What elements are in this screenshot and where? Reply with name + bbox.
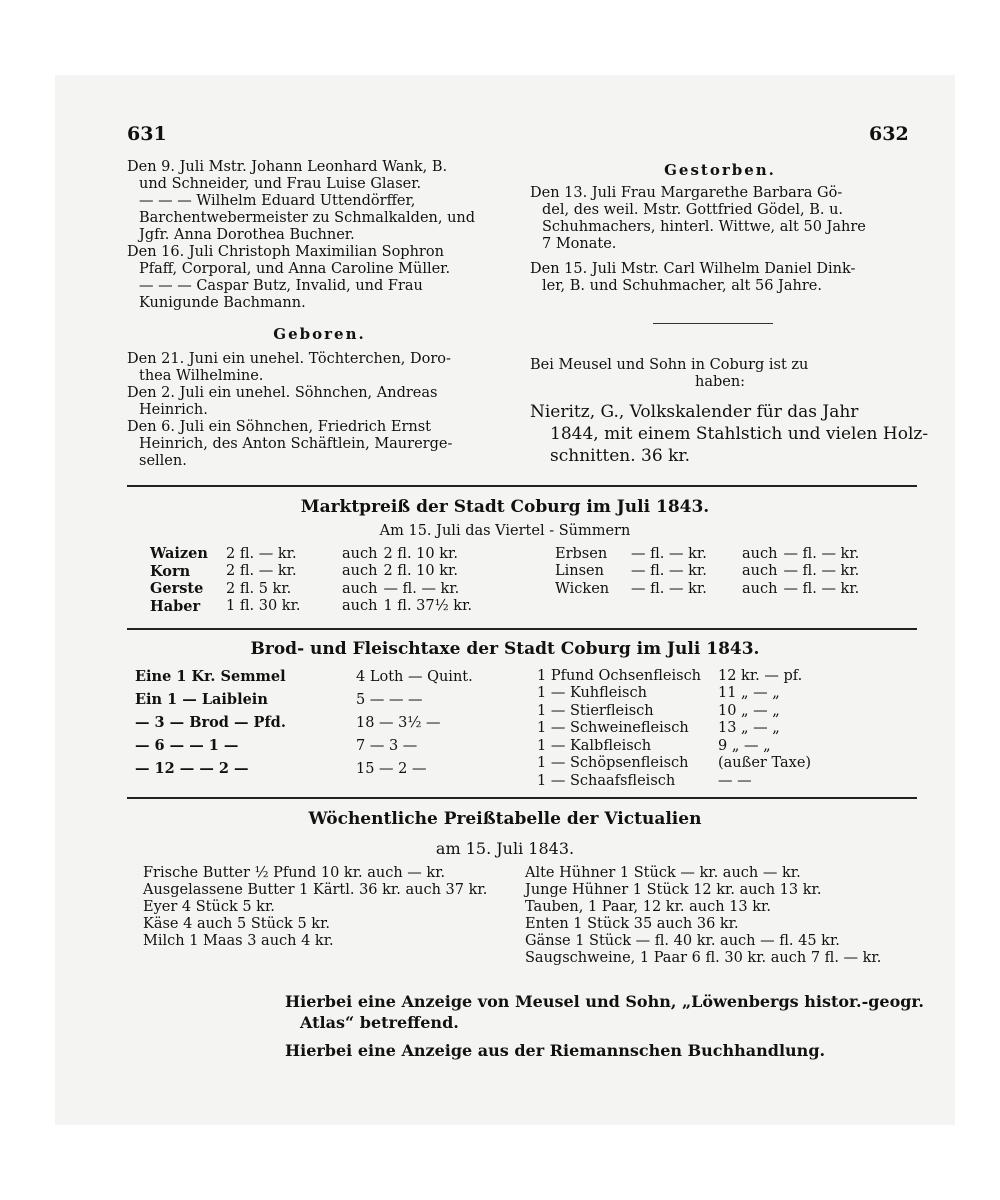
advert-book-line: Nieritz, G., Volkskalender für das Jahr [530, 402, 859, 422]
bread-item: — 6 — — 1 — [135, 737, 239, 754]
marriage-line: Den 9. Juli Mstr. Johann Leonhard Wank, B. [127, 159, 448, 175]
list-item: Frische Butter ½ Pfund 10 kr. auch — kr. [143, 865, 446, 881]
marriage-line: Pfaff, Corporal, und Anna Caroline Müller. [139, 261, 451, 277]
marriage-line: Kunigunde Bachmann. [139, 295, 306, 311]
marriage-line: Barchentwebermeister zu Schmalkalden, und [139, 210, 476, 226]
bread-item: — 3 — Brod — Pfd. [135, 714, 286, 731]
bread-weight: 4 Loth — Quint. [356, 668, 473, 685]
list-item: Ausgelassene Butter 1 Kärtl. 36 kr. auch 37 kr. [143, 882, 488, 898]
marriage-line: Den 16. Juli Christoph Maximilian Sophron [127, 244, 444, 260]
table-row [135, 734, 479, 757]
table-row [150, 580, 478, 598]
legume-name: Erbsen [555, 545, 608, 562]
birth-line: thea Wilhelmine. [139, 368, 264, 384]
marriage-line: — — — Caspar Butz, Invalid, und Frau [139, 278, 423, 294]
death-line: Schuhmachers, hinterl. Wittwe, alt 50 Jahre [542, 219, 866, 235]
grain-price: 2 fl. 5 kr. [226, 580, 292, 597]
birth-line: Den 6. Juli ein Söhnchen, Friedrich Ernst [127, 419, 431, 435]
bread-item: Ein 1 — Laiblein [135, 691, 268, 708]
meat-price: 9 „ — „ [718, 737, 771, 754]
table-row [135, 665, 479, 688]
list-item: Saugschweine, 1 Paar 6 fl. 30 kr. auch 7 fl. — kr. [525, 950, 882, 966]
legume-also: auch [742, 545, 778, 562]
section-rule [127, 628, 917, 630]
list-item: Enten 1 Stück 35 auch 36 kr. [525, 916, 739, 932]
grain-also: auch [342, 563, 378, 580]
legume-price-alt: — fl. — kr. [783, 545, 860, 562]
newspaper-page [55, 75, 955, 1125]
grain-also: auch [342, 580, 378, 597]
table-row [537, 720, 817, 738]
legume-also: auch [742, 563, 778, 580]
grain-price-alt: 2 fl. 10 kr. [383, 545, 458, 562]
list-item: Tauben, 1 Paar, 12 kr. auch 13 kr. [525, 899, 771, 915]
meat-item: 1 — Schöpsenfleisch [537, 755, 689, 772]
bread-weight: 15 — 2 — [356, 760, 427, 777]
marriage-line: Jgfr. Anna Dorothea Buchner. [139, 227, 355, 243]
grain-price: 2 fl. — kr. [226, 563, 297, 580]
meat-item: 1 — Kuhfleisch [537, 685, 647, 702]
table-row [537, 755, 817, 773]
meat-price: 10 „ — „ [718, 702, 780, 719]
table-row [555, 580, 865, 598]
grain-also: auch [342, 598, 378, 615]
meat-item: 1 — Schweinefleisch [537, 720, 689, 737]
table-row [135, 688, 479, 711]
bread-weight: 5 — — — [356, 691, 423, 708]
notice-line: Hierbei eine Anzeige aus der Riemannschen Buchhandlung. [285, 1041, 826, 1060]
table-row [135, 711, 479, 734]
bread-item: — 12 — — 2 — [135, 760, 249, 777]
legume-price: — fl. — kr. [631, 545, 707, 562]
meat-table [537, 667, 817, 790]
bread-title: Brod- und Fleischtaxe der Stadt Coburg im Juli 1843. [250, 639, 760, 659]
bread-table [135, 665, 479, 780]
grain-also: auch [342, 545, 378, 562]
legume-also: auch [742, 580, 778, 597]
grain-name: Haber [150, 597, 201, 615]
market-grain-table [150, 545, 478, 615]
page-number-right: 632 [869, 123, 909, 145]
table-row [537, 737, 817, 755]
death-line: 7 Monate. [542, 236, 617, 252]
grain-name: Gerste [150, 580, 204, 598]
death-line: Den 15. Juli Mstr. Carl Wilhelm Daniel Dink- [530, 261, 856, 277]
grain-price: 1 fl. 30 kr. [226, 598, 301, 615]
marriage-line: und Schneider, und Frau Luise Glaser. [139, 176, 422, 192]
section-rule [127, 797, 917, 799]
list-item: Eyer 4 Stück 5 kr. [143, 899, 275, 915]
death-line: del, des weil. Mstr. Gottfried Gödel, B. u. [542, 202, 844, 218]
death-line: ler, B. und Schuhmacher, alt 56 Jahre. [542, 278, 822, 294]
marriage-line: — — — Wilhelm Eduard Uttendörffer, [139, 193, 416, 209]
bread-weight: 18 — 3½ — [356, 714, 441, 731]
section-rule [127, 485, 917, 487]
legume-price-alt: — fl. — kr. [783, 580, 860, 597]
table-row [537, 685, 817, 703]
meat-item: 1 — Schaafsfleisch [537, 772, 676, 789]
market-subtitle: Am 15. Juli das Viertel - Sümmern [379, 523, 631, 539]
deaths-section [530, 185, 910, 295]
births-section [127, 351, 512, 470]
list-item: Milch 1 Maas 3 auch 4 kr. [143, 933, 334, 949]
notice-line: Hierbei eine Anzeige von Meusel und Sohn, „Löwenbergs histor.-geogr. [285, 992, 924, 1011]
notice-line: Atlas“ betreffend. [300, 1013, 459, 1032]
table-row [537, 702, 817, 720]
meat-price: (außer Taxe) [718, 755, 812, 772]
legume-name: Linsen [555, 563, 604, 580]
marriages-section [127, 159, 512, 312]
birth-line: Den 2. Juli ein unehel. Söhnchen, Andreas [127, 385, 438, 401]
table-row [150, 545, 478, 563]
grain-price-alt: — fl. — kr. [383, 580, 460, 597]
list-item: Junge Hühner 1 Stück 12 kr. auch 13 kr. [525, 882, 822, 898]
table-row [150, 598, 478, 616]
table-row [150, 563, 478, 581]
advert-line: Bei Meusel und Sohn in Coburg ist zu [530, 357, 809, 373]
legume-price: — fl. — kr. [631, 563, 707, 580]
death-line: Den 13. Juli Frau Margarethe Barbara Gö- [530, 185, 843, 201]
legume-name: Wicken [555, 580, 610, 597]
table-row [555, 545, 865, 563]
list-item: Gänse 1 Stück — fl. 40 kr. auch — fl. 45 kr. [525, 933, 840, 949]
birth-line: Heinrich. [139, 402, 208, 418]
bread-weight: 7 — 3 — [356, 737, 418, 754]
deaths-heading: Gestorben. [664, 161, 776, 179]
meat-price: 13 „ — „ [718, 720, 780, 737]
market-legume-table [555, 545, 865, 598]
advert-book-line: 1844, mit einem Stahlstich und vielen Holz- [550, 424, 929, 444]
list-item: Alte Hühner 1 Stück — kr. auch — kr. [525, 865, 801, 881]
birth-line: Heinrich, des Anton Schäftlein, Maurerge- [139, 436, 453, 452]
weekly-title: Wöchentliche Preißtabelle der Victualien [308, 809, 702, 829]
meat-price: — — [718, 772, 752, 789]
births-heading: Geboren. [273, 325, 366, 343]
legume-price: — fl. — kr. [631, 580, 707, 597]
list-item: Käse 4 auch 5 Stück 5 kr. [143, 916, 331, 932]
grain-price: 2 fl. — kr. [226, 545, 297, 562]
advert-book-line: schnitten. 36 kr. [550, 446, 691, 466]
meat-item: 1 — Stierfleisch [537, 702, 654, 719]
advert-line: haben: [695, 374, 746, 390]
bread-item: Eine 1 Kr. Semmel [135, 668, 286, 685]
grain-name: Korn [150, 562, 191, 580]
table-row [537, 772, 817, 790]
birth-line: sellen. [139, 453, 187, 469]
weekly-right-list [525, 865, 925, 967]
grain-name: Waizen [150, 545, 208, 563]
table-row [537, 667, 817, 685]
birth-line: Den 21. Juni ein unehel. Töchterchen, Doro- [127, 351, 451, 367]
meat-price: 12 kr. — pf. [718, 667, 803, 684]
grain-price-alt: 1 fl. 37½ kr. [383, 598, 473, 615]
grain-price-alt: 2 fl. 10 kr. [383, 563, 458, 580]
meat-item: 1 Pfund Ochsenfleisch [537, 667, 702, 684]
weekly-subtitle: am 15. Juli 1843. [435, 839, 575, 858]
meat-price: 11 „ — „ [718, 685, 780, 702]
legume-price-alt: — fl. — kr. [783, 563, 860, 580]
weekly-left-list [143, 865, 543, 950]
advert-section [530, 357, 929, 467]
page-number-left: 631 [127, 123, 167, 145]
table-row [555, 563, 865, 581]
market-title: Marktpreiß der Stadt Coburg im Juli 1843. [300, 497, 710, 517]
meat-item: 1 — Kalbfleisch [537, 737, 652, 754]
section-divider [653, 323, 773, 324]
table-row [135, 757, 479, 780]
